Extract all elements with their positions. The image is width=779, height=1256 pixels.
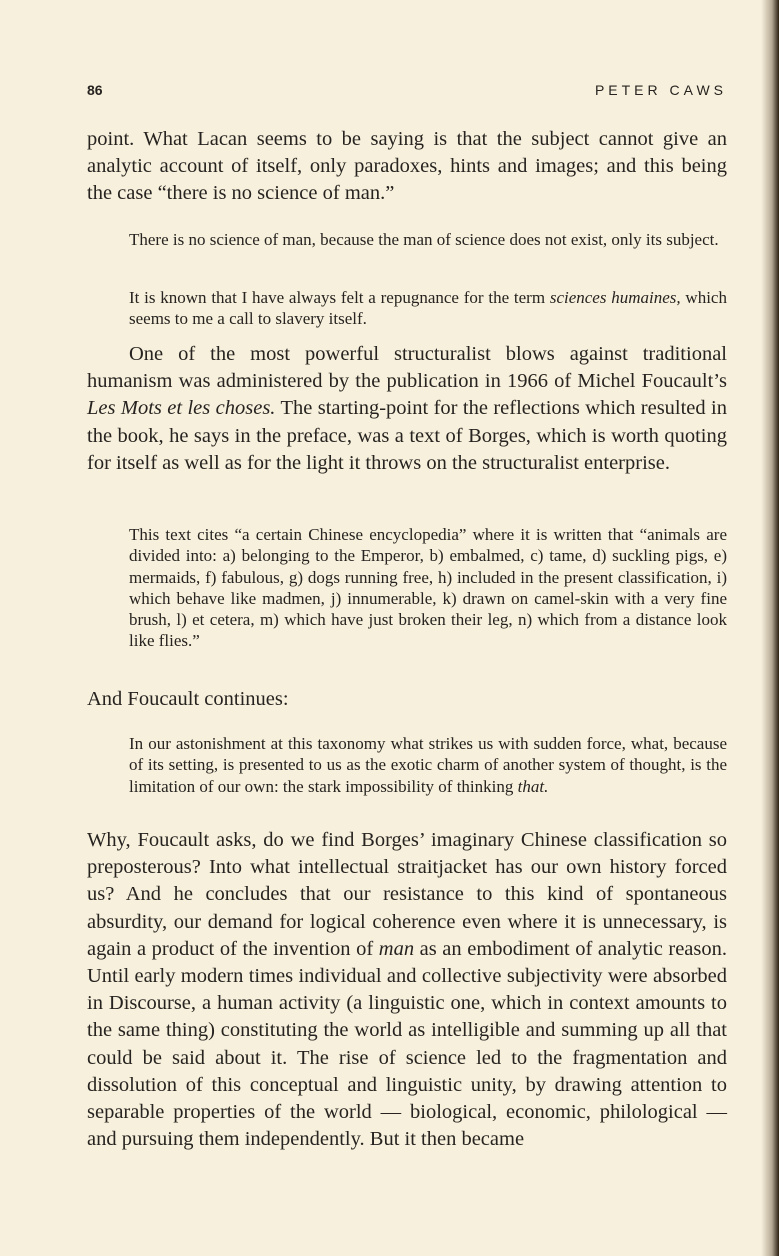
- running-head: PETER CAWS: [594, 82, 727, 98]
- block-quote-taxonomy: [129, 733, 727, 797]
- block-quote-borges-encyclopedia: This text cites “a certain Chinese encyclopedia” where it is written that “animals are divided into: a) belonging to the Emperor, b) embalmed, c) tame, d) suckling pigs, e) mermaids, f) fabulous, g) dogs running free, h) included in the present classification, i) which behave like madmen, j) innumerable, k) drawn on camel-skin with a very fine brush, l) et cetera, m) which have just broken their leg, n) which from a distance look like flies.”: [129, 525, 727, 651]
- page-number: 86: [87, 82, 103, 98]
- paragraph-text: One of the most powerful structuralist blows against traditional humanism was administered by the publication in 1966 of Michel Foucault’s: [87, 343, 727, 393]
- paragraph-text: The starting-point for the reflections which resulted in the book, he says in the preface, was a text of Borges, which is worth quoting for itself as well as for the light it throws on the structuralist enterprise.: [87, 397, 728, 474]
- block-quote-science-of-man: There is no science of man, because the man of science does not exist, only its subject.: [129, 230, 719, 249]
- page-header: [87, 82, 727, 102]
- quote-text: which seems to me a call to slavery itself.: [129, 288, 727, 329]
- book-title: Les Mots et les choses.: [87, 397, 276, 420]
- paragraph-foucault-intro: [87, 341, 727, 477]
- italic-word: that.: [517, 776, 549, 796]
- quote-text: In our astonishment at this taxonomy what strikes us with sudden force, what, because of its setting, is presented to us as the exotic charm of another system of thought, is the limitation of our own: the stark impossibility of thinking: [129, 734, 727, 796]
- page-edge-shadow: [761, 0, 779, 1256]
- quote-text: It is known that I have always felt a repugnance for the term: [129, 288, 550, 307]
- paragraph-text: as an embodiment of analytic reason. Until early modern times individual and collective subjectivity were absorbed in Discourse, a human activity (a linguistic one, which in context amounts to the same thing) constituting the world as intelligible and summing up all that could be said about it. The rise of science led to the fragmentation and dissolution of this conceptual and linguistic unity, by drawing attention to separable properties of the world — biological, economic, philological — and pursuing them independently. But it then became: [87, 937, 728, 1151]
- paragraph-text: Why, Foucault asks, do we find Borges’ imaginary Chinese classification so preposterous? Into what intellectual straitjacket has our own history forced us? And he concludes that our resistance to this kind of spontaneous absurdity, our demand for logical coherence even where it is unnecessary, is again a product of the invention of: [87, 829, 727, 960]
- paragraph-lacan: point. What Lacan seems to be saying is that the subject cannot give an analytic account of itself, only paradoxes, hints and images; and this being the case “there is no science of man.”: [87, 128, 727, 205]
- paragraph-foucault-continues: And Foucault continues:: [87, 688, 289, 710]
- block-quote-sciences-humaines: [129, 287, 727, 330]
- italic-word: man: [378, 937, 415, 960]
- italic-term: sciences humaines,: [549, 288, 681, 307]
- paragraph-why-foucault-asks: [87, 827, 727, 1153]
